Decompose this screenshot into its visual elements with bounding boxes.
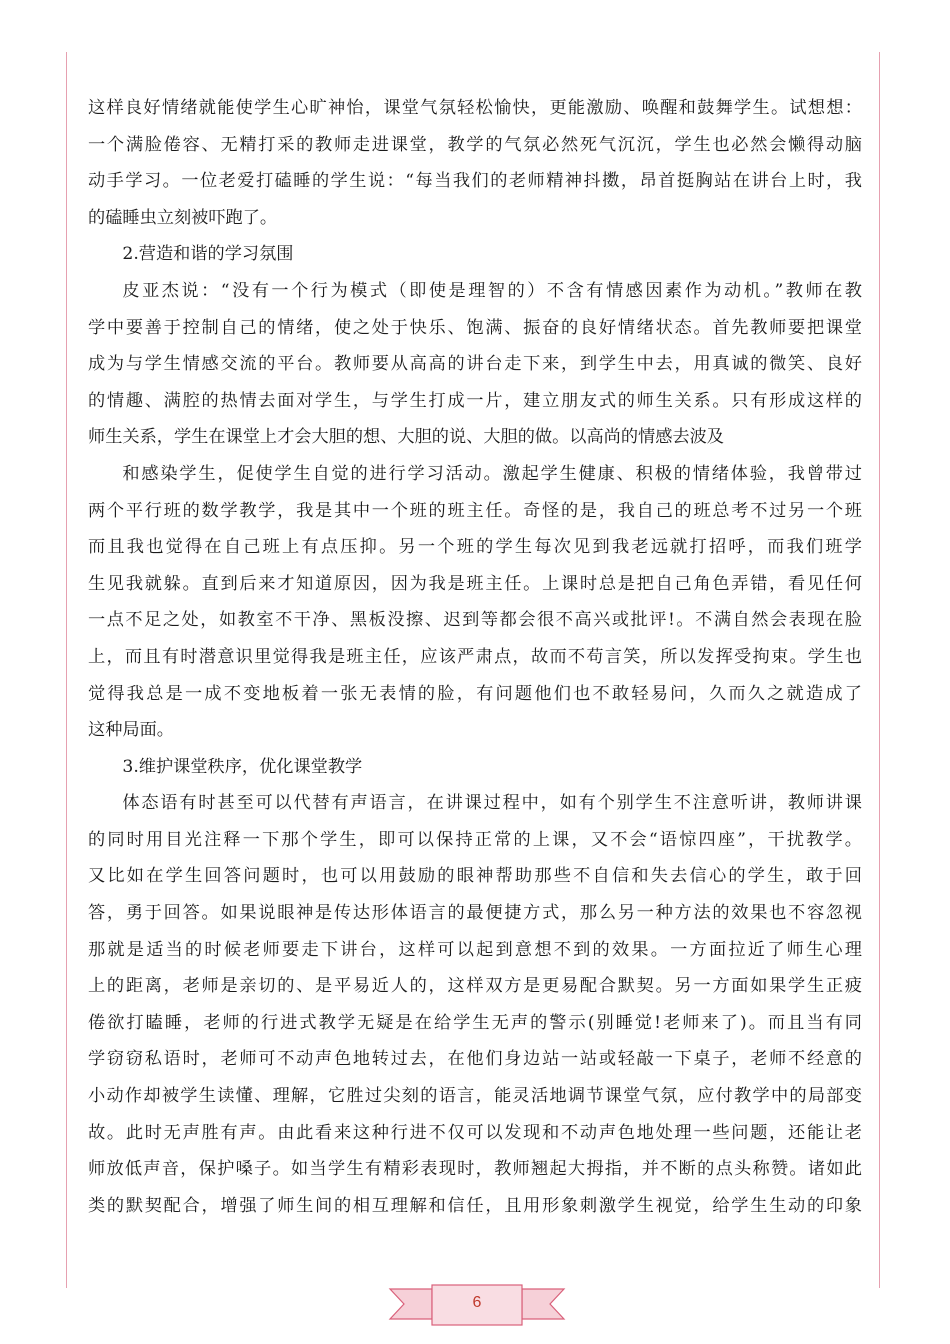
paragraph-line: 一点不足之处，如教室不干净、黑板没擦、迟到等都会很不高兴或批评!。不满自然会表现在脸 [88,610,862,631]
paragraph-line: 师放低声音，保护嗓子。如当学生有精彩表现时，教师翘起大拇指，并不断的点头称赞。诸如此 [88,1159,862,1180]
section-heading-3: 3.维护课堂秩序，优化课堂教学 [122,756,363,777]
paragraph-line: 两个平行班的数学教学，我是其中一个班的班主任。奇怪的是，我自己的班总考不过另一个班 [88,500,862,521]
paragraph-line: 的同时用目光注释一下那个学生，即可以保持正常的上课，又不会“语惊四座”，干扰教学。 [88,829,862,850]
paragraph-line: 类的默契配合，增强了师生间的相互理解和信任，且用形象刺激学生视觉，给学生生动的印象 [88,1195,862,1216]
paragraph-line: 小动作却被学生读懂、理解，它胜过尖刻的语言，能灵活地调节课堂气氛，应付教学中的局部变 [88,1086,862,1107]
paragraph-line: 生见我就躲。直到后来才知道原因，因为我是班主任。上课时总是把自己角色弄错，看见任何 [88,573,862,594]
paragraph-line: 上的距离，老师是亲切的、是平易近人的，这样双方是更易配合默契。另一方面如果学生正疲 [88,976,862,997]
page-number: 6 [472,1294,482,1311]
paragraph-line: 皮亚杰说：“没有一个行为模式（即使是理智的）不含有情感因素作为动机。”教师在教 [122,280,862,301]
paragraph-line: 这样良好情绪就能使学生心旷神怡，课堂气氛轻松愉快，更能激励、唤醒和鼓舞学生。试想想： [88,98,862,118]
paragraph-line: 学中要善于控制自己的情绪，使之处于快乐、饱满、振奋的良好情绪状态。首先教师要把课堂 [88,317,862,338]
paragraph-line: 成为与学生情感交流的平台。教师要从高高的讲台走下来，到学生中去，用真诚的微笑、良好 [88,354,862,375]
paragraph-line: 这种局面。 [88,720,174,741]
paragraph-line: 和感染学生，促使学生自觉的进行学习活动。激起学生健康、积极的情绪体验，我曾带过 [122,463,862,484]
section-heading-2: 2.营造和谐的学习氛围 [122,244,294,265]
paragraph-line: 的磕睡虫立刻被吓跑了。 [88,207,278,228]
document-body [88,90,862,1224]
paragraph-line: 答，勇于回答。如果说眼神是传达形体语言的最便捷方式，那么另一种方法的效果也不容忽视 [88,903,862,924]
paragraph-line: 师生关系，学生在课堂上才会大胆的想、大胆的说、大胆的做。以高尚的情感去波及 [88,427,724,448]
paragraph-line: 的情趣、满腔的热情去面对学生，与学生打成一片，建立朋友式的师生关系。只有形成这样的 [88,390,862,411]
paragraph-line: 体态语有时甚至可以代替有声语言，在讲课过程中，如有个别学生不注意听讲，教师讲课 [122,793,862,814]
paragraph-line: 一个满脸倦容、无精打采的教师走进课堂，教学的气氛必然死气沉沉，学生也必然会懒得动脑 [88,134,862,155]
paragraph-line: 倦欲打瞌睡，老师的行进式教学无疑是在给学生无声的警示(别睡觉!老师来了)。而且当有同 [88,1012,862,1033]
paragraph-line: 那就是适当的时候老师要走下讲台，这样可以起到意想不到的效果。一方面拉近了师生心理 [88,939,862,960]
paragraph-line: 觉得我总是一成不变地板着一张无表情的脸，有问题他们也不敢轻易问，久而久之就造成了 [88,683,862,704]
page-number-ribbon [388,1279,566,1331]
paragraph-line: 学窃窃私语时，老师可不动声色地转过去，在他们身边站一站或轻敲一下桌子，老师不经意的 [88,1049,862,1070]
paragraph-line: 又比如在学生回答问题时，也可以用鼓励的眼神帮助那些不自信和失去信心的学生，敢于回 [88,866,862,887]
paragraph-line: 而且我也觉得在自己班上有点压抑。另一个班的学生每次见到我老远就打招呼，而我们班学 [88,537,862,558]
paragraph-line: 故。此时无声胜有声。由此看来这种行进不仅可以发现和不动声色地处理一些问题，还能让老 [88,1122,862,1143]
paragraph-line: 上，而且有时潜意识里觉得我是班主任，应该严肃点，故而不苟言笑，所以发挥受拘束。学生也 [88,646,862,667]
paragraph-line: 动手学习。一位老爱打磕睡的学生说：“每当我们的老师精神抖擞，昂首挺胸站在讲台上时，我 [88,171,862,192]
